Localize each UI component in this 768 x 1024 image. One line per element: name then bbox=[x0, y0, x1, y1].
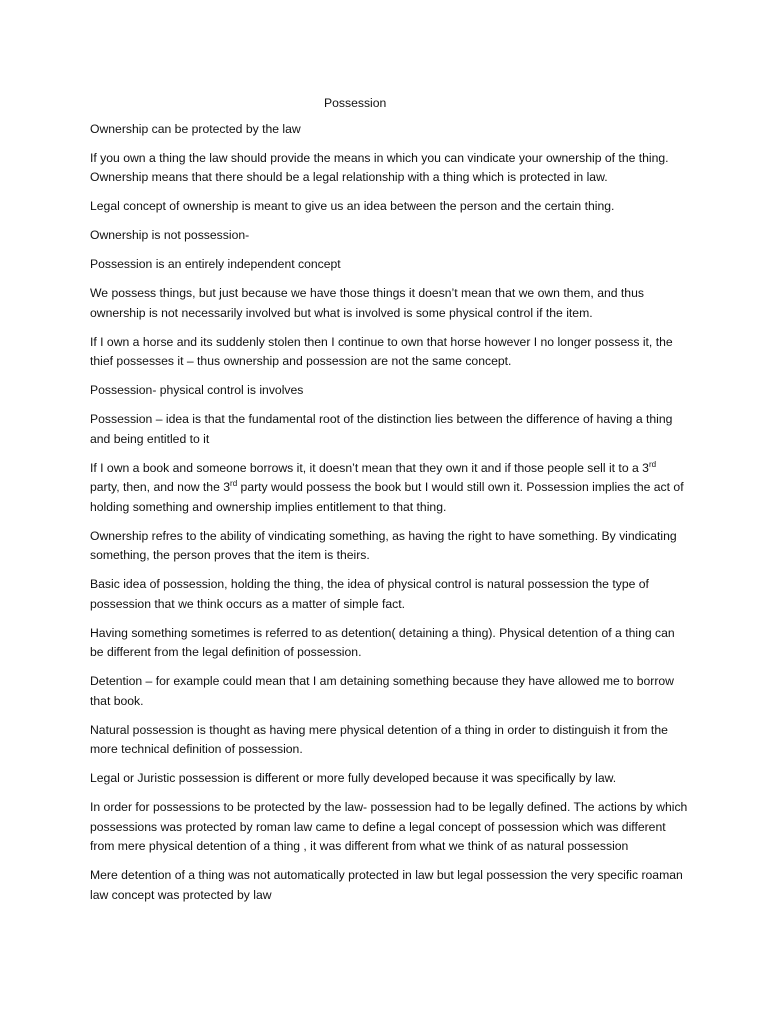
paragraph: Basic idea of possession, holding the thing, the idea of physical control is natural possession the type of possession that we think occurs as a matter of simple fact. bbox=[90, 577, 649, 611]
paragraph: Mere detention of a thing was not automatically protected in law but legal possession the very specific roaman law concept was protected by law bbox=[90, 868, 683, 902]
book-paragraph-text-3: party would possess the book but I would still own it. Possession implies the act of holding something and ownership implies entitlement to that thing. bbox=[90, 480, 684, 514]
paragraph: In order for possessions to be protected by the law- possession had to be legally defined. The actions by which possessions was protected by roman law came to define a legal concept of possession which was different from mere physical detention of a thing , it was different from what we think of as natural possession bbox=[90, 800, 688, 853]
book-paragraph bbox=[90, 459, 688, 518]
paragraph: Ownership refres to the ability of vindicating something, as having the right to have something. By vindicating something, the person proves that the item is theirs. bbox=[90, 528, 677, 562]
paragraph: Having something sometimes is referred to as detention( detaining a thing). Physical detention of a thing can be different from the legal definition of possession. bbox=[90, 625, 675, 659]
paragraph: Possession is an entirely independent concept bbox=[90, 257, 341, 271]
book-paragraph-text-2: party, then, and now the 3 bbox=[90, 480, 231, 494]
superscript-ordinal: rd bbox=[648, 459, 657, 469]
paragraph: If I own a horse and its suddenly stolen then I continue to own that horse however I no longer possess it, the thief possesses it – thus ownership and possession are not the same concept. bbox=[90, 334, 673, 368]
superscript-ordinal: rd bbox=[230, 478, 238, 488]
paragraph: Ownership can be protected by the law bbox=[90, 121, 301, 136]
document-title: Possession bbox=[324, 96, 387, 110]
paragraph: Possession – idea is that the fundamental root of the distinction lies between the difference of having a thing and being entitled to it bbox=[90, 412, 673, 446]
paragraph: Natural possession is thought as having mere physical detention of a thing in order to distinguish it from the more technical definition of possession. bbox=[90, 722, 668, 756]
paragraph: We possess things, but just because we have those things it doesn’t mean that we own them, and thus ownership is not necessarily involved but what is involved is some physical control if the item. bbox=[90, 286, 644, 320]
paragraph: Legal concept of ownership is meant to give us an idea between the person and the certain thing. bbox=[90, 199, 615, 213]
paragraph: Possession- physical control is involves bbox=[90, 383, 304, 397]
paragraph: If you own a thing the law should provide the means in which you can vindicate your ownership of the thing. Ownership means that there should be a legal relationship with a thing which is protected in law. bbox=[90, 150, 669, 184]
paragraph: Detention – for example could mean that I am detaining something because they have allowed me to borrow that book. bbox=[90, 674, 674, 708]
paragraph: Legal or Juristic possession is different or more fully developed because it was specifically by law. bbox=[90, 771, 617, 785]
book-paragraph-text-1: If I own a book and someone borrows it, it doesn’t mean that they own it and if those people sell it to a 3 bbox=[90, 460, 649, 475]
paragraph: Ownership is not possession- bbox=[90, 228, 250, 242]
